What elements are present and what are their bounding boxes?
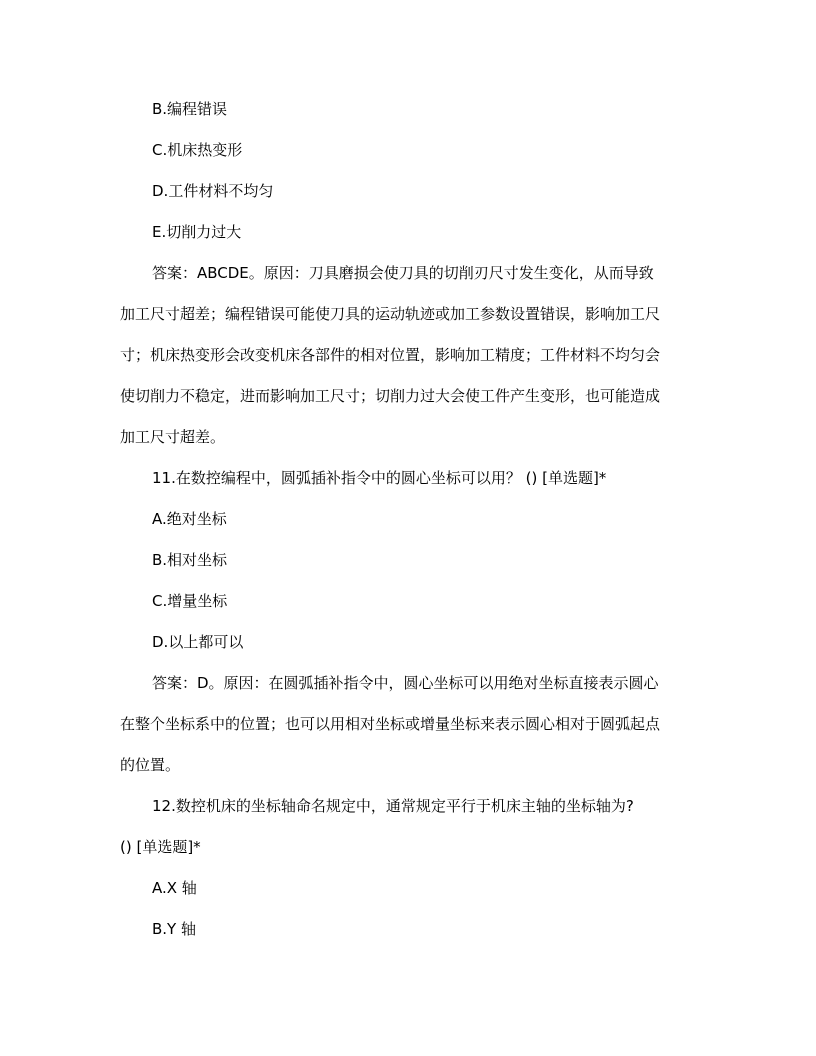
q11-option-c: C.增量坐标 — [152, 592, 228, 610]
answer-line: 寸；机床热变形会改变机床各部件的相对位置，影响加工精度；工件材料不均匀会 — [120, 346, 661, 364]
option-d: D.工件材料不均匀 — [152, 182, 274, 200]
answer-line: 的位置。 — [120, 756, 181, 774]
q11-option-b: B.相对坐标 — [152, 551, 228, 569]
answer-line: 在整个坐标系中的位置；也可以用相对坐标或增量坐标来表示圆心相对于圆弧起点 — [120, 715, 661, 733]
option-c: C.机床热变形 — [152, 141, 243, 159]
answer-line: 加工尺寸超差；编程错误可能使刀具的运动轨迹或加工参数设置错误，影响加工尺 — [120, 305, 661, 323]
answer-line: 答案：D。原因：在圆弧插补指令中，圆心坐标可以用绝对坐标直接表示圆心 — [152, 674, 659, 692]
answer-paragraph-10 — [120, 253, 700, 458]
option-b: B.编程错误 — [152, 100, 228, 118]
q12-option-b: B.Y 轴 — [152, 920, 196, 938]
answer-line: 使切削力不稳定，进而影响加工尺寸；切削力过大会使工件产生变形，也可能造成 — [120, 387, 661, 405]
answer-paragraph-11 — [120, 663, 700, 786]
q11-option-d: D.以上都可以 — [152, 633, 244, 651]
question-line: 12.数控机床的坐标轴命名规定中，通常规定平行于机床主轴的坐标轴为? — [152, 797, 634, 815]
document-page — [120, 89, 700, 950]
q11-option-a: A.绝对坐标 — [152, 510, 227, 528]
option-e: E.切削力过大 — [152, 223, 242, 241]
q12-option-a: A.X 轴 — [152, 879, 197, 897]
answer-line: 答案：ABCDE。原因：刀具磨损会使刀具的切削刃尺寸发生变化，从而导致 — [152, 264, 654, 282]
question-11: 11.在数控编程中，圆弧插补指令中的圆心坐标可以用？ () [单选题]* — [152, 469, 607, 487]
answer-line: 加工尺寸超差。 — [120, 428, 226, 446]
question-line: () [单选题]* — [120, 838, 201, 856]
question-12 — [120, 786, 700, 868]
